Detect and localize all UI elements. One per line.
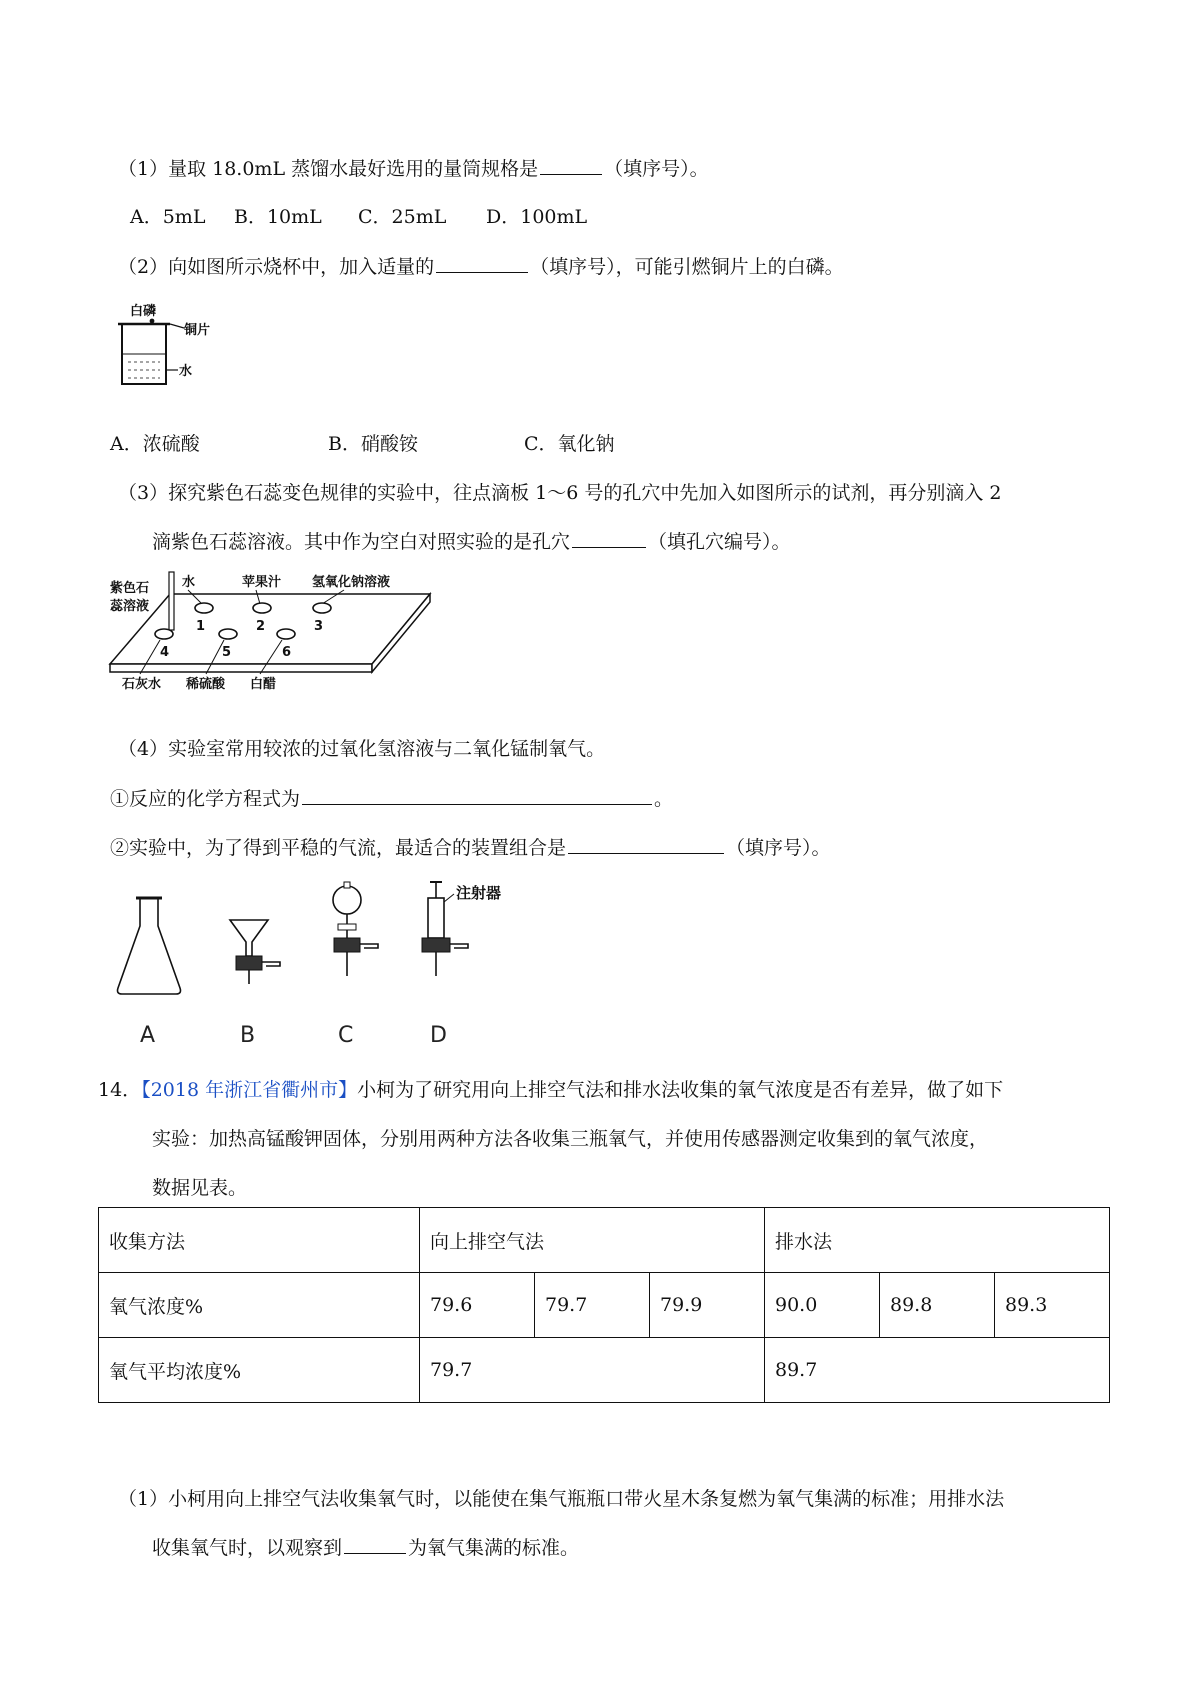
apparatus-label-a: A [140,1023,156,1048]
well-4 [155,629,173,639]
q14-number: 14． [98,1079,142,1101]
q13-part4-q2 [110,833,831,862]
q13-part1-text: （1）量取 18.0mL 蒸馏水最好选用的量筒规格是 [118,158,539,180]
option-b: B．10mL [234,206,322,228]
syringe-icon [428,898,444,938]
table-cell: 90.0 [765,1273,880,1338]
reagent-label-2: 苹果汁 [242,575,282,590]
q13-part4-intro: （4）实验室常用较浓的过氧化氢溶液与二氧化锰制氧气。 [118,738,606,760]
well-number-1: 1 [196,619,206,634]
well-number-5: 5 [222,645,232,660]
table-cell: 89.7 [765,1338,1110,1403]
reagent-label-5: 稀硫酸 [186,677,226,692]
q14-line3: 数据见表。 [152,1177,248,1199]
q14-part1-text: 收集氧气时，以观察到 [152,1537,343,1559]
option-c: C．氧化钠 [524,433,615,455]
apparatus-label-c: C [338,1023,354,1048]
reagent-label-1: 水 [182,575,196,590]
table-header-cell: 排水法 [765,1208,1110,1273]
beaker-figure [112,302,232,390]
option-a: A．浓硫酸 [110,433,200,455]
q13-part1-question [118,154,709,183]
rubber-stopper-icon [334,938,360,952]
rubber-stopper-icon [236,956,262,970]
conical-flask-icon [118,898,181,994]
label-water: 水 [179,364,193,379]
q13-part2-options [110,430,615,458]
q13-part3-text: 滴紫色石蕊溶液。其中作为空白对照实验的是孔穴 [152,531,571,553]
apparatus-label-b: B [240,1023,256,1048]
option-d: D．100mL [486,206,588,228]
answer-blank[interactable] [436,252,528,273]
table-row [99,1273,1110,1338]
well-2 [253,603,271,613]
option-a: A．5mL [130,206,206,228]
table-header-cell: 向上排空气法 [420,1208,765,1273]
funnel-icon [230,920,268,956]
table-row-label: 氧气平均浓度% [99,1338,420,1403]
stopcock-icon [338,924,356,930]
funnel-cap [344,882,350,888]
q13-part3-line2 [152,527,791,556]
well-number-4: 4 [160,645,170,660]
reagent-label-3: 氢氧化钠溶液 [312,575,391,590]
answer-blank[interactable] [344,1533,406,1554]
answer-blank[interactable] [568,833,724,854]
apparatus-figure [112,880,582,1052]
q13-part4-q1-suffix: 。 [654,788,674,810]
spot-plate-figure [110,572,430,690]
well-1 [195,603,213,613]
table-cell: 79.9 [650,1273,765,1338]
label-pointer [444,894,454,902]
q13-part1-options [130,203,587,231]
table-row-label: 氧气浓度% [99,1273,420,1338]
dropper-icon [169,572,174,630]
q13-part1-suffix: （填序号）。 [604,158,709,180]
q14-line1-text: 小柯为了研究用向上排空气法和排水法收集的氧气浓度是否有差异，做了如下 [357,1079,1004,1101]
q14-line1 [98,1076,1003,1104]
well-5 [219,629,237,639]
option-c: C．25mL [358,206,447,228]
q13-part3-suffix: （填孔穴编号）。 [648,531,791,553]
answer-blank[interactable] [540,154,602,175]
q14-source-link[interactable]: 【2018 年浙江省衢州市】 [141,1079,358,1101]
table-cell: 79.7 [420,1338,765,1403]
q13-part2-text: （2）向如图所示烧杯中，加入适量的 [118,256,435,278]
dropper-label-line1: 紫色石 [110,581,150,596]
separatory-funnel-icon [333,886,361,914]
table-row [99,1208,1110,1273]
plate-front [110,664,372,672]
answer-blank[interactable] [302,784,652,805]
q13-part2-suffix: （填序号），可能引燃铜片上的白磷。 [530,256,844,278]
q14-part1-line1: （1）小柯用向上排空气法收集氧气时，以能使在集气瓶瓶口带火星木条复燃为氧气集满的标准；用排水法 [118,1488,1005,1510]
well-3 [313,603,331,613]
syringe-label: 注射器 [456,884,502,902]
label-white-phosphorus: 白磷 [130,304,157,319]
delivery-tube [450,944,468,948]
white-phosphorus-dot [150,319,155,324]
well-6 [277,629,295,639]
q14-part1-line2 [152,1533,579,1562]
q13-part2-question [118,252,844,281]
table-cell: 79.7 [535,1273,650,1338]
table-cell: 89.3 [995,1273,1110,1338]
apparatus-label-d: D [430,1023,447,1048]
q13-part4-q2-text: ②实验中，为了得到平稳的气流，最适合的装置组合是 [110,837,567,859]
table-cell: 89.8 [880,1273,995,1338]
answer-blank[interactable] [572,527,646,548]
reagent-label-4: 石灰水 [122,677,162,692]
q13-part4-q1 [110,784,673,813]
q14-part1-suffix: 为氧气集满的标准。 [408,1537,580,1559]
label-copper-sheet: 铜片 [184,323,211,338]
rubber-stopper-icon [422,938,450,952]
well-number-3: 3 [314,619,324,634]
q13-part3-line1: （3）探究紫色石蕊变色规律的实验中，往点滴板 1～6 号的孔穴中先加入如图所示的试剂，再分别滴入 2 [118,482,1002,504]
delivery-tube [262,962,280,966]
well-number-2: 2 [256,619,266,634]
q13-part4-q1-text: ①反应的化学方程式为 [110,788,301,810]
q13-part4-q2-suffix: （填序号）。 [726,837,831,859]
option-b: B．硝酸铵 [328,433,418,455]
well-number-6: 6 [282,645,292,660]
table-header-cell: 收集方法 [99,1208,420,1273]
table-row [99,1338,1110,1403]
dropper-label-line2: 蕊溶液 [110,599,150,614]
table-cell: 79.6 [420,1273,535,1338]
reagent-label-6: 白醋 [250,677,277,692]
copper-pointer [170,324,184,328]
delivery-tube [360,944,378,948]
oxygen-data-table [98,1207,1110,1403]
q14-line2: 实验：加热高锰酸钾固体，分别用两种方法各收集三瓶氧气，并使用传感器测定收集到的氧气浓度， [152,1128,989,1150]
